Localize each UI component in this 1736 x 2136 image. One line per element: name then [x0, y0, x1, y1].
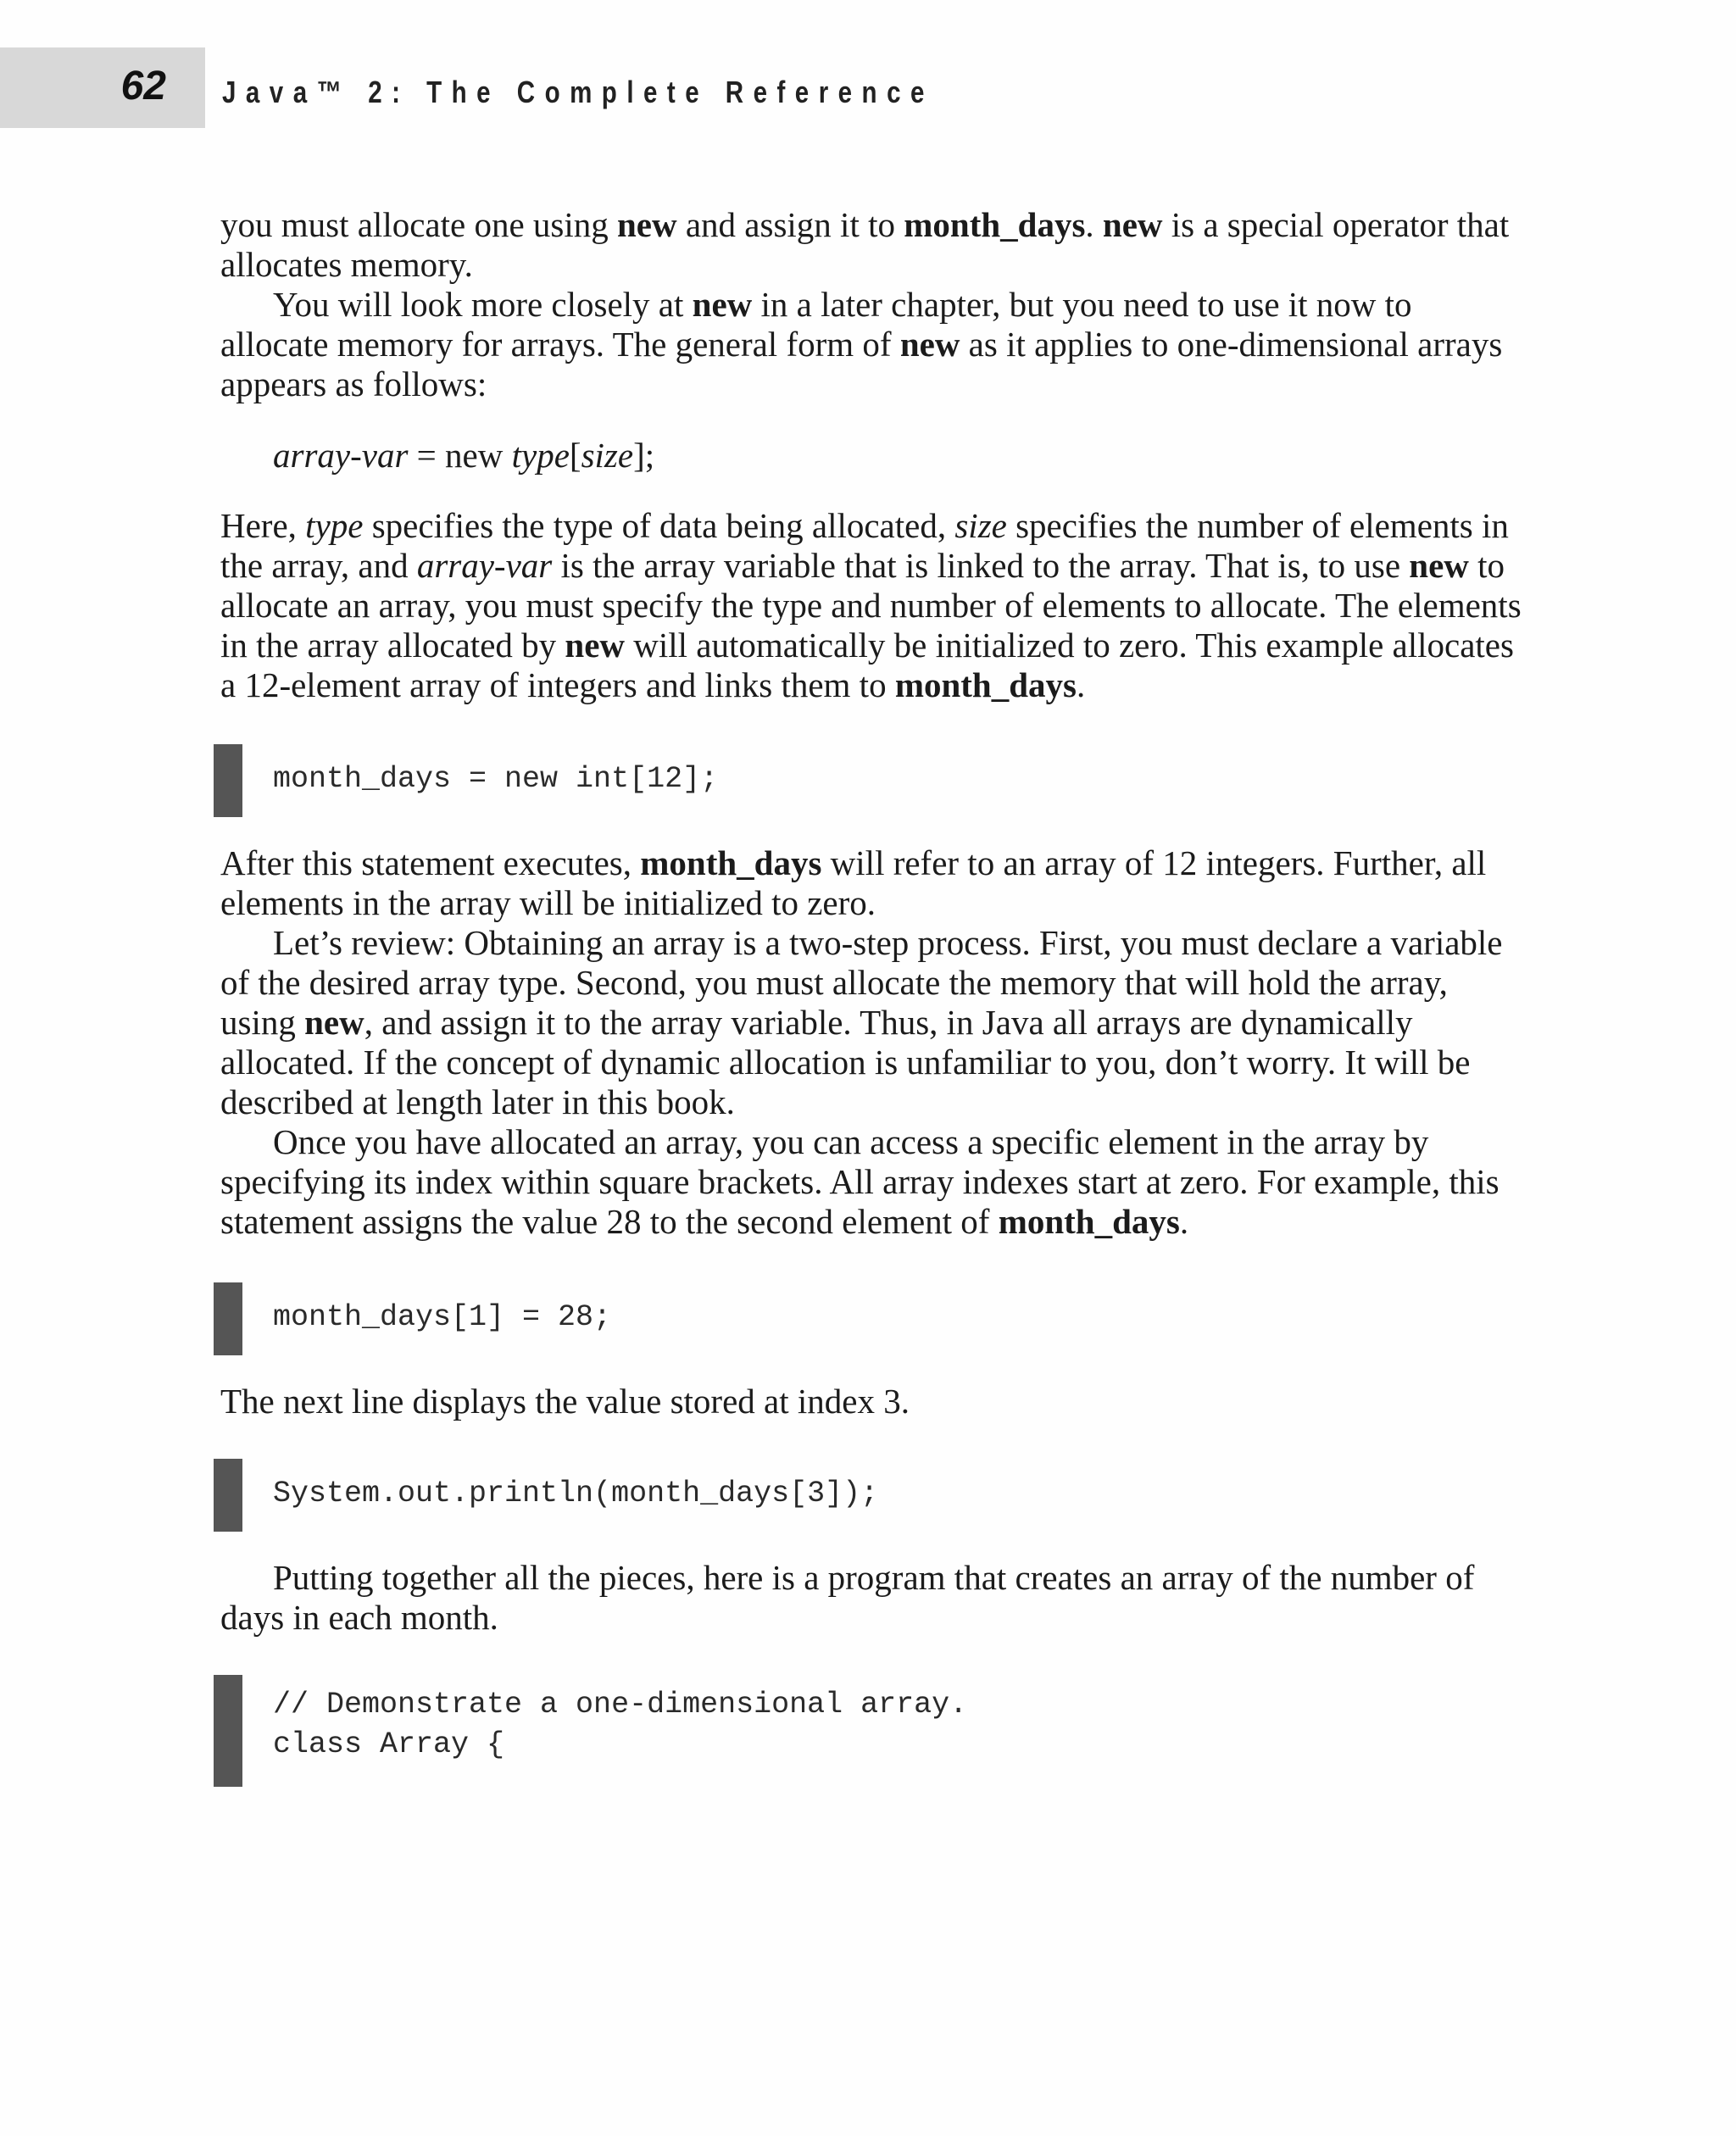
general-form-formula: array-var = new type[size];: [273, 436, 655, 475]
code-line: System.out.println(month_days[3]);: [273, 1477, 879, 1510]
page-number-box: [0, 47, 205, 128]
paragraph-5: Let’s review: Obtaining an array is a two-step process. First, you must declare a variable of the desired array type. Second, you must allocate the memory that will hold the array, using new, and assign it to the array variable. Thus, in Java all arrays are dynamically allocated. If the concept of dynamic allocation is unfamiliar to you, don’t worry. It will be described at length later in this book.: [220, 923, 1503, 1121]
code-line: month_days[1] = 28;: [273, 1300, 612, 1334]
code-bar: [214, 1675, 242, 1787]
paragraph-7: The next line displays the value stored at index 3.: [220, 1382, 910, 1421]
paragraph-6: Once you have allocated an array, you can access a specific element in the array by specifying its index within square brackets. All array indexes start at zero. For example, this statement assigns the value 28 to the second element of month_days.: [220, 1122, 1500, 1241]
code-line: month_days = new int[12];: [273, 762, 719, 796]
code-bar: [214, 1282, 242, 1355]
body-section-2: [220, 506, 1526, 705]
body-section-3: [220, 843, 1526, 1242]
paragraph-8: Putting together all the pieces, here is a program that creates an array of the number of days in each month.: [220, 1558, 1475, 1637]
paragraph-1: you must allocate one using new and assign it to month_days. new is a special operator that allocates memory.: [220, 205, 1510, 284]
body-section-1: [220, 205, 1526, 404]
page-number: 62: [120, 64, 166, 108]
paragraph-3: Here, type specifies the type of data being allocated, size specifies the number of elements in the array, and array-var is the array variable that is linked to the array. That is, to use new to allocate an array, you must specify the type and number of elements to allocate. The elements in the array allocated by new will automatically be initialized to zero. This example allocates a 12-element array of integers and links them to month_days.: [220, 506, 1522, 704]
page-header: [0, 47, 1736, 128]
code-line: // Demonstrate a one-dimensional array.: [273, 1688, 968, 1722]
code-line: class Array {: [273, 1727, 505, 1761]
code-bar: [214, 1459, 242, 1532]
body-section-4: [220, 1382, 1526, 1421]
paragraph-4: After this statement executes, month_days will refer to an array of 12 integers. Further, all elements in the array will be initialized to zero.: [220, 843, 1487, 922]
code-bar: [214, 744, 242, 817]
body-section-5: [220, 1558, 1526, 1638]
paragraph-2: You will look more closely at new in a later chapter, but you need to use it now to allocate memory for arrays. The general form of new as it applies to one-dimensional arrays appears as follows:: [220, 285, 1503, 403]
running-head: Java™ 2: The Complete Reference: [222, 75, 934, 109]
